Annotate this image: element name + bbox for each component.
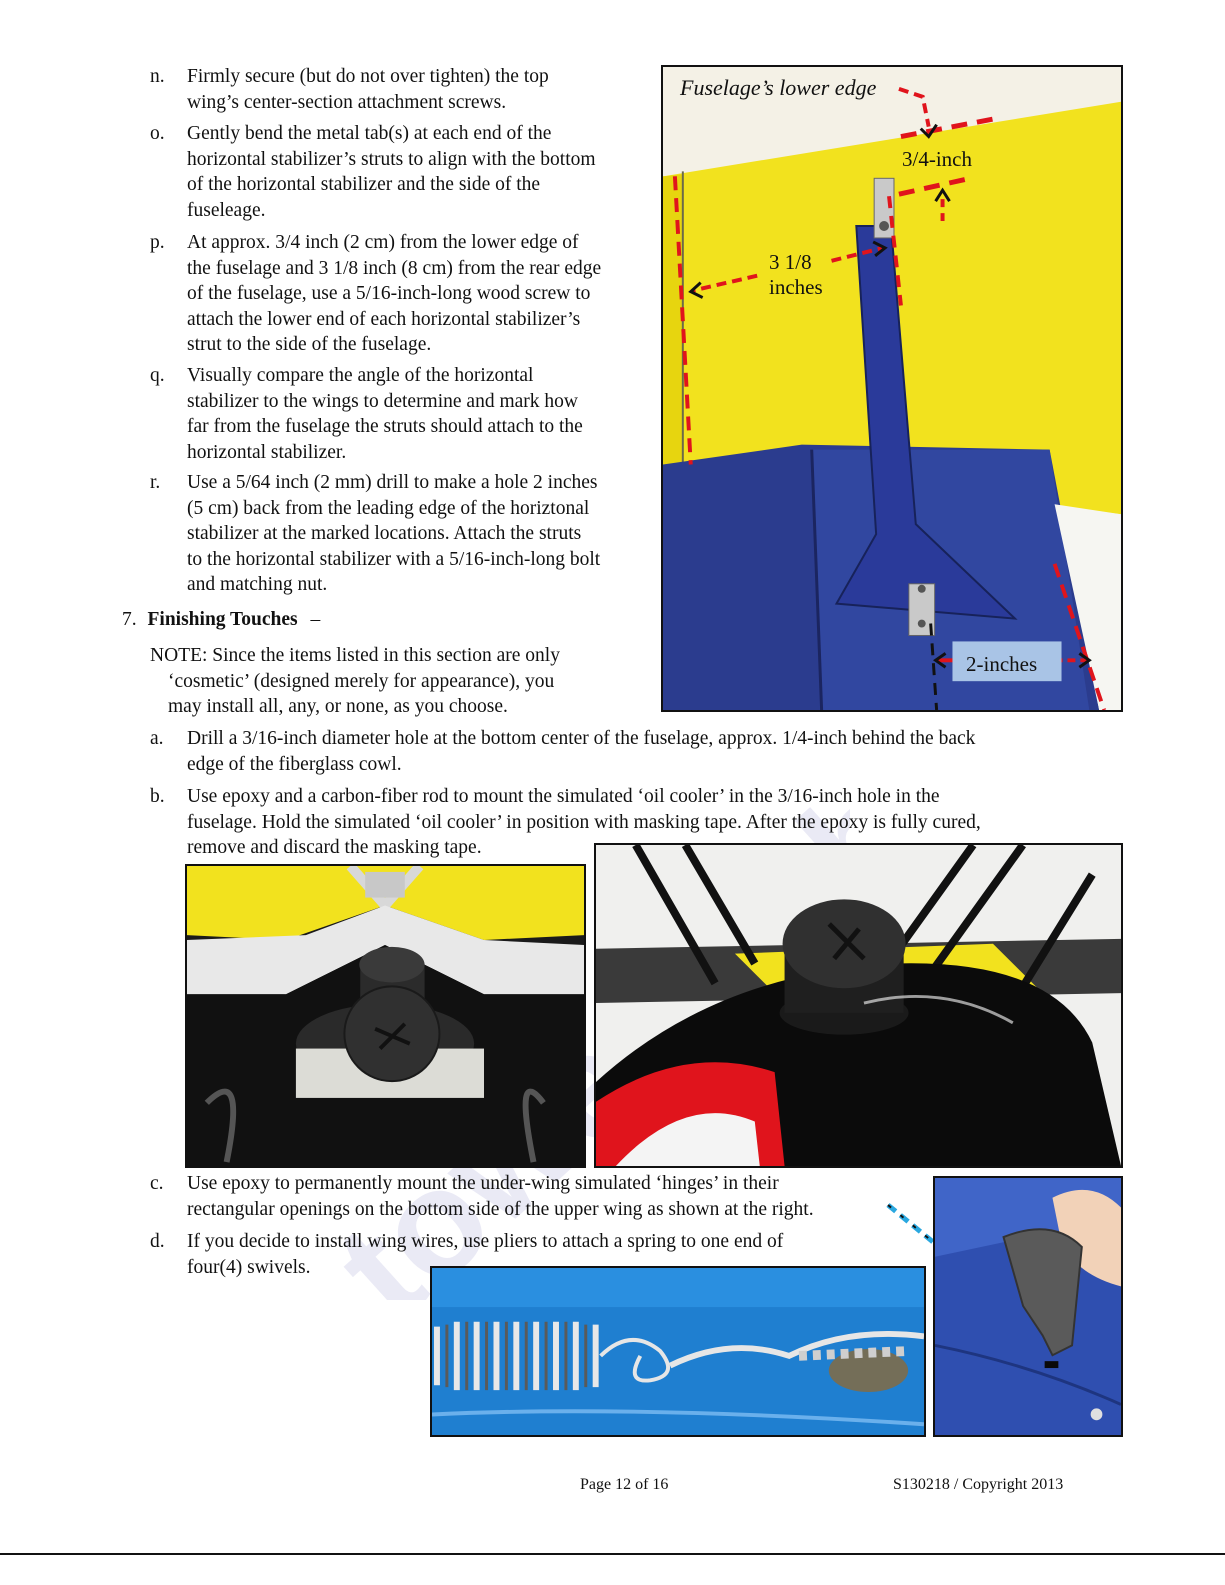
watermark-text: hobbyford	[632, 600, 850, 1056]
step-label: o.	[150, 123, 165, 144]
step-line: of the fuselage, use a 5/16-inch-long wood screw to	[187, 283, 591, 304]
label-three-quarter-inch: 3/4-inch	[902, 147, 972, 171]
photo-spring-swivel	[430, 1266, 926, 1437]
step-line: stabilizer at the marked locations. Attach the struts	[187, 523, 582, 544]
step-label: a.	[150, 728, 164, 749]
step-line: and matching nut.	[187, 574, 328, 595]
label-two-inches: 2-inches	[966, 652, 1038, 676]
oil-cooler-front-illustration	[187, 866, 584, 1166]
label-318-line1: 3 1/8	[769, 250, 812, 274]
note-line: NOTE: Since the items listed in this section are only	[150, 645, 560, 666]
step-line: Use a 5/64 inch (2 mm) drill to make a hole 2 inches	[187, 472, 598, 493]
photo-strut-attachment	[661, 65, 1123, 712]
step-line: strut to the side of the fuselage.	[187, 334, 432, 355]
note-line: may install all, any, or none, as you choose.	[168, 696, 508, 717]
step-line: If you decide to install wing wires, use pliers to attach a spring to one end of	[187, 1231, 784, 1252]
step-line: four(4) swivels.	[187, 1256, 311, 1278]
section-title: Finishing Touches	[147, 609, 298, 630]
copyright: S130218 / Copyright 2013	[893, 1476, 1064, 1493]
step-line: attach the lower end of each horizontal stabilizer’s	[187, 308, 581, 330]
step-line: of the horizontal stabilizer and the side of the	[187, 174, 541, 195]
note-block	[150, 643, 560, 720]
step-line: remove and discard the masking tape.	[187, 837, 482, 858]
step-line: (5 cm) back from the leading edge of the horiztonal	[187, 497, 590, 519]
step-line: horizontal stabilizer.	[187, 441, 347, 463]
step-line: Use epoxy to permanently mount the under-wing simulated ‘hinges’ in their	[187, 1173, 779, 1194]
step-line: Use epoxy and a carbon-fiber rod to mount the simulated ‘oil cooler’ in the 3/16-inch hole in the	[187, 786, 940, 807]
step-line: rectangular openings on the bottom side of the upper wing as shown at the right.	[187, 1198, 814, 1220]
label-fuselage-lower-edge: Fuselage’s lower edge	[680, 75, 877, 100]
step-label: c.	[150, 1173, 164, 1194]
step-label: d.	[150, 1231, 165, 1252]
label-318-line2: inches	[769, 275, 823, 299]
page-bottom-rule	[0, 1553, 1225, 1555]
step-line: the fuselage and 3 1/8 inch (8 cm) from the rear edge	[187, 257, 602, 279]
photo-oil-cooler-front	[185, 864, 586, 1168]
step-label: b.	[150, 786, 165, 807]
photo-oil-cooler-side	[594, 843, 1123, 1168]
step-line: stabilizer to the wings to determine and mark how	[187, 390, 578, 412]
step-label: q.	[150, 365, 165, 386]
step-line: wing’s center-section attachment screws.	[187, 91, 507, 113]
step-line: fuseleage.	[187, 199, 266, 221]
section-number: 7.	[122, 609, 137, 630]
step-label: r.	[150, 472, 161, 493]
hinge-illustration	[935, 1178, 1121, 1435]
step-line: far from the fuselage the struts should attach to the	[187, 416, 583, 437]
step-label: p.	[150, 232, 165, 253]
step-line: Visually compare the angle of the horizontal	[187, 365, 534, 386]
step-line: to the horizontal stabilizer with a 5/16-inch-long bolt	[187, 548, 601, 570]
step-line: fuselage. Hold the simulated ‘oil cooler’ in position with masking tape. After the epoxy is fully cured,	[187, 811, 981, 833]
step-line: At approx. 3/4 inch (2 cm) from the lower edge of	[187, 232, 579, 253]
oil-cooler-side-illustration	[596, 845, 1121, 1166]
step-line: Firmly secure (but do not over tighten) the top	[187, 66, 549, 87]
step-label: n.	[150, 66, 165, 87]
step-line: edge of the fiberglass cowl.	[187, 753, 402, 775]
step-line: horizontal stabilizer’s struts to align with the bottom	[187, 148, 596, 170]
step-line: Drill a 3/16-inch diameter hole at the bottom center of the fuselage, approx. 1/4-inch behind the back	[187, 728, 976, 749]
page-number: Page 12 of 16	[580, 1476, 669, 1493]
step-line: Gently bend the metal tab(s) at each end of the	[187, 123, 552, 144]
strut-photo-illustration	[663, 67, 1121, 710]
label-three-one-eighth	[769, 250, 823, 300]
note-line: ‘cosmetic’ (designed merely for appearance), you	[168, 670, 555, 692]
section-heading	[122, 607, 320, 632]
photo-under-wing-hinge	[933, 1176, 1123, 1437]
spring-swivel-illustration	[432, 1268, 924, 1435]
section-dash: –	[310, 609, 321, 630]
